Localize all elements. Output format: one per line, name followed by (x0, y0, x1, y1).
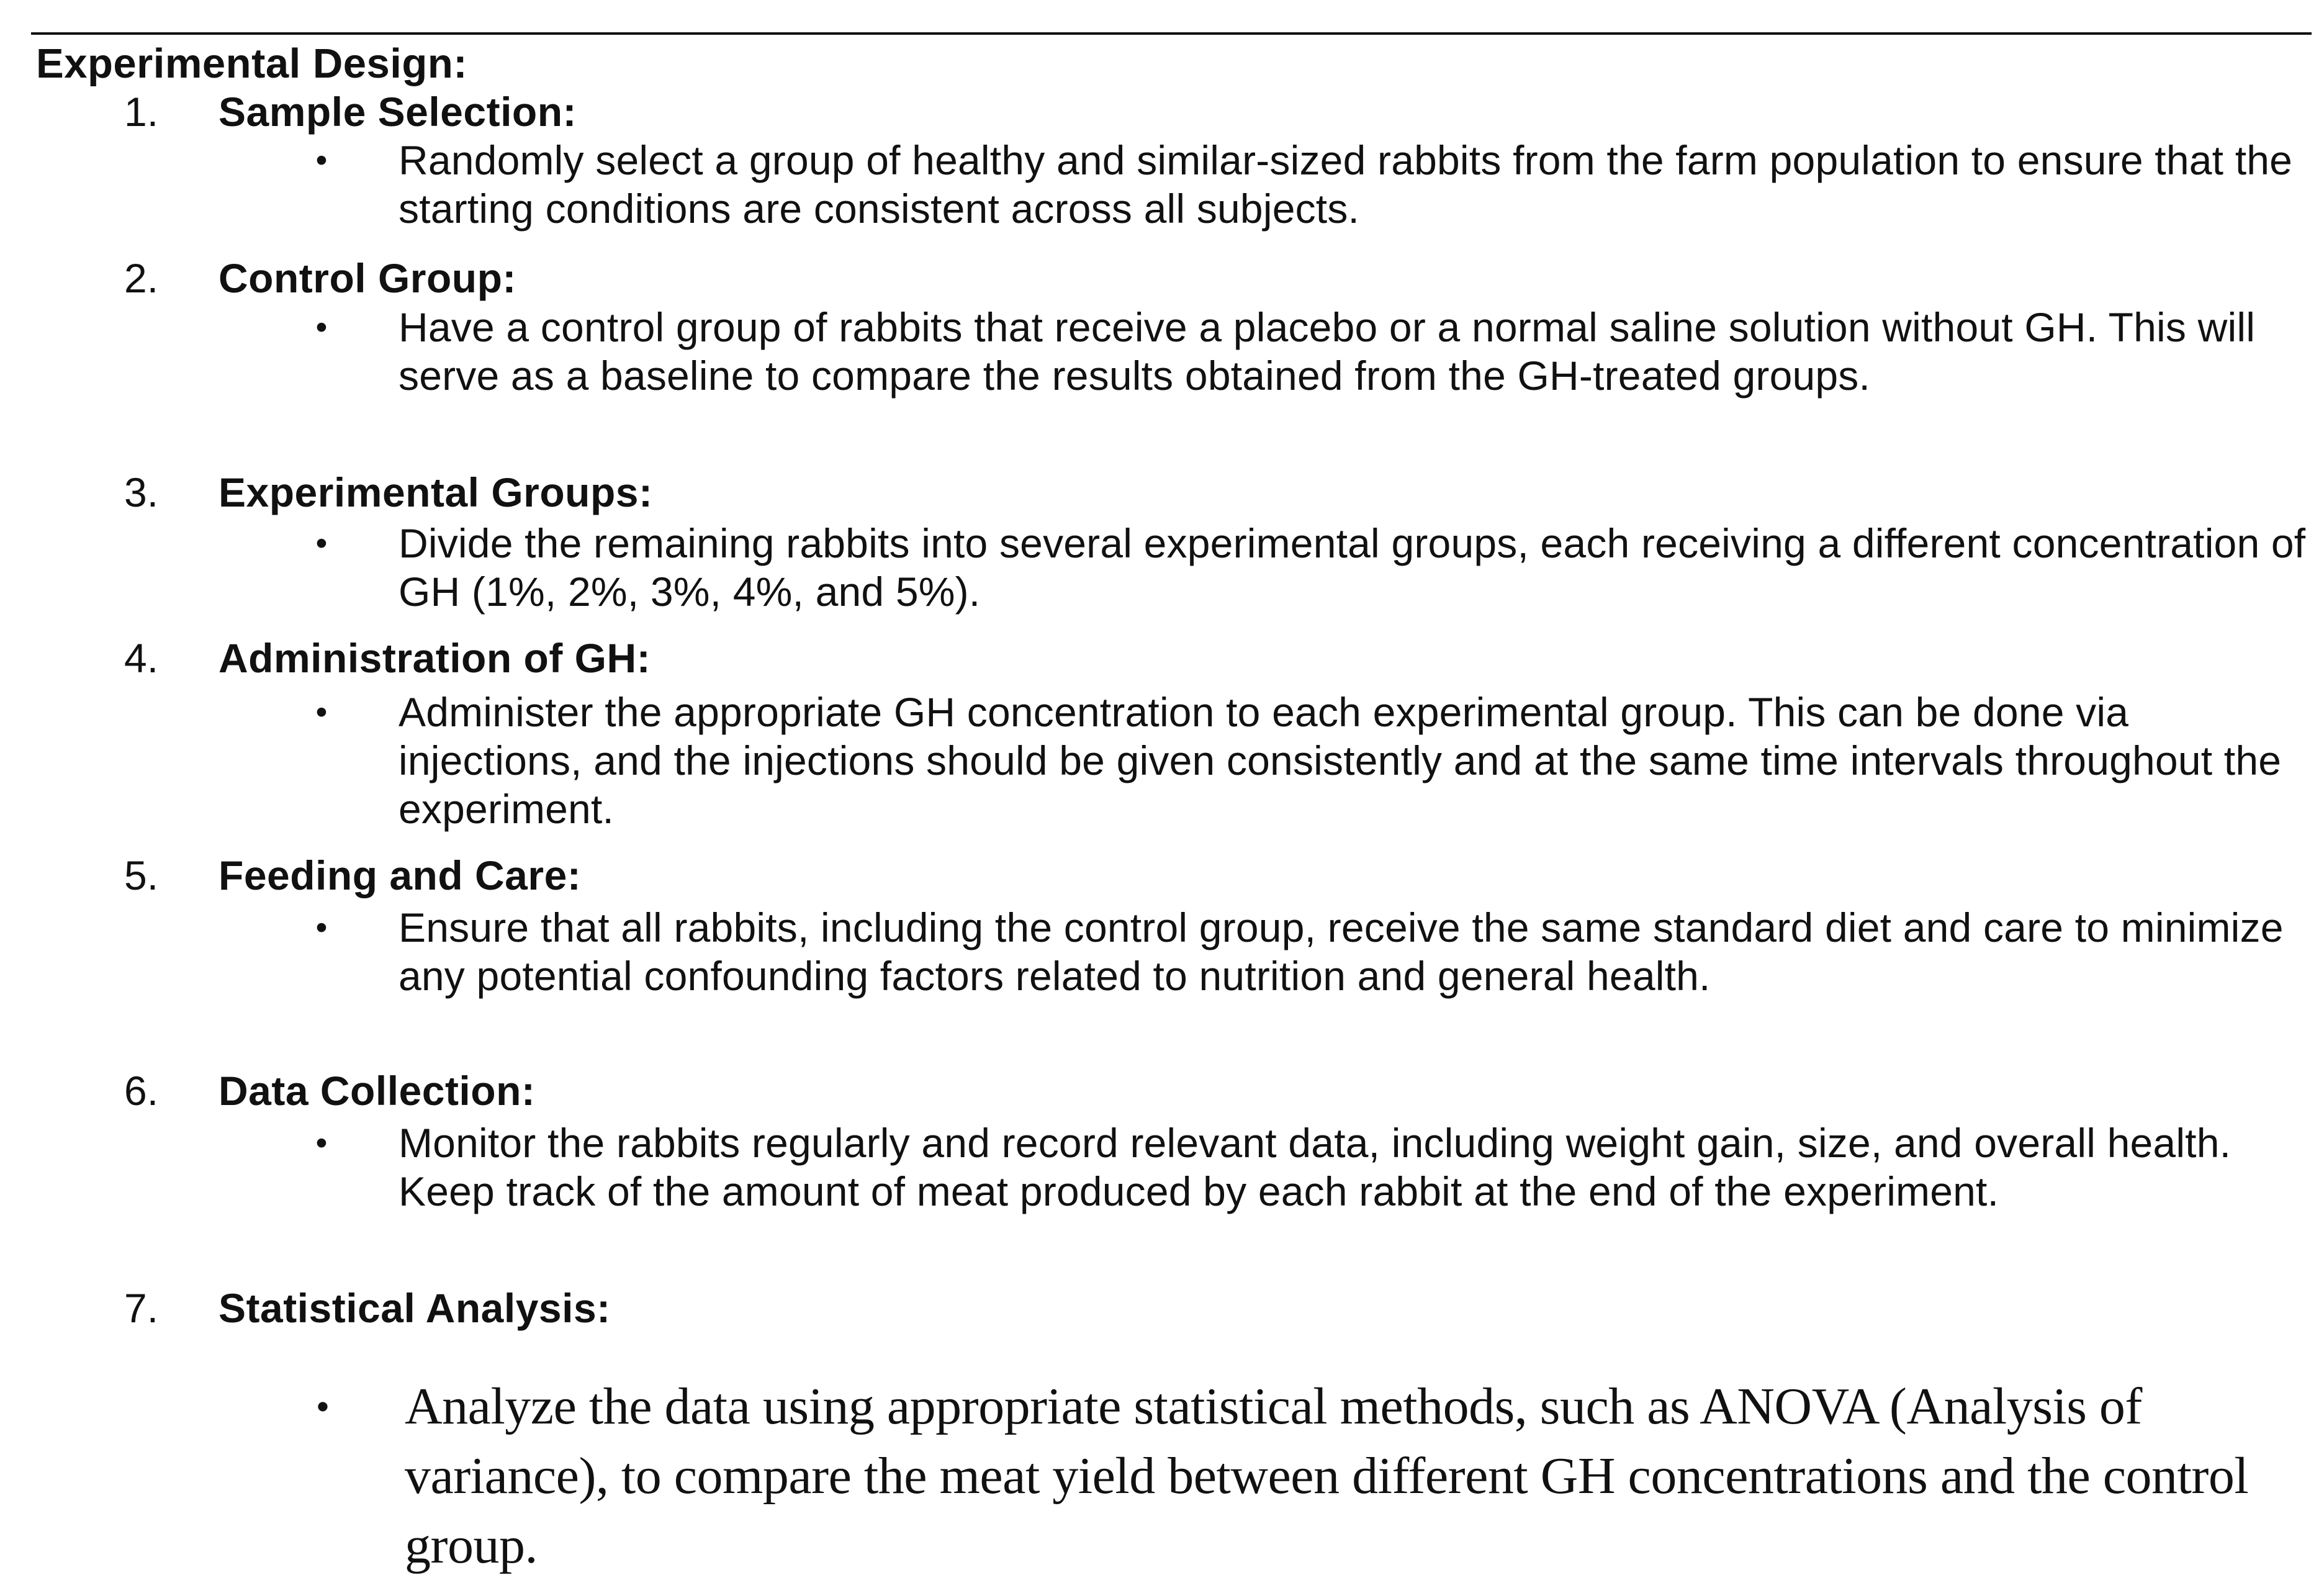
step-bullet-text: Monitor the rabbits regularly and record relevant data, including weight gain, size, and overall health. Keep track of the amount of meat produced by each rabbit at the end of the experiment. (399, 1120, 2232, 1214)
bullet-icon: • (315, 1124, 328, 1162)
step-number: 5. (124, 852, 159, 898)
step-bullet-text: Analyze the data using appropriate statistical methods, such as ANOVA (Analysis of variance), to compare the meat yield between different GH concentrations and the control group. (405, 1378, 2249, 1574)
step-bullet-text: Divide the remaining rabbits into several experimental groups, each receiving a different concentration of GH (1%, 2%, 3%, 4%, and 5%). (399, 520, 2306, 615)
step-title: Sample Selection: (218, 89, 577, 135)
top-rule (31, 32, 2312, 35)
step-number: 1. (124, 89, 159, 135)
step-number: 3. (124, 469, 159, 515)
step-title: Feeding and Care: (218, 852, 582, 898)
step-bullet-text: Randomly select a group of healthy and similar-sized rabbits from the farm population to ensure that the starting conditions are consistent across all subjects. (399, 137, 2293, 232)
bullet-icon: • (315, 142, 328, 179)
bullet-icon: • (315, 909, 328, 946)
bullet-icon: • (315, 525, 328, 562)
step-title: Experimental Groups: (218, 469, 653, 515)
step-bullet-text: Ensure that all rabbits, including the control group, receive the same standard diet and care to minimize any potential confounding factors related to nutrition and general health. (399, 905, 2284, 999)
step-title: Control Group: (218, 255, 516, 301)
step-number: 4. (124, 635, 159, 681)
step-title: Administration of GH: (218, 635, 651, 681)
bullet-icon: • (315, 309, 328, 346)
bullet-icon: • (315, 693, 328, 731)
step-number: 2. (124, 255, 159, 301)
step-number: 7. (124, 1285, 159, 1331)
bullet-icon: • (315, 1384, 330, 1428)
step-title: Data Collection: (218, 1068, 536, 1114)
step-number: 6. (124, 1068, 159, 1114)
document-heading: Experimental Design: (36, 40, 468, 87)
step-title: Statistical Analysis: (218, 1285, 611, 1331)
step-bullet-text: Have a control group of rabbits that receive a placebo or a normal saline solution without GH. This will serve as a baseline to compare the results obtained from the GH-treated groups. (399, 304, 2256, 399)
step-bullet-text: Administer the appropriate GH concentration to each experimental group. This can be done via injections, and the injections should be given consistently and at the same time intervals throughout the experiment. (399, 689, 2282, 832)
